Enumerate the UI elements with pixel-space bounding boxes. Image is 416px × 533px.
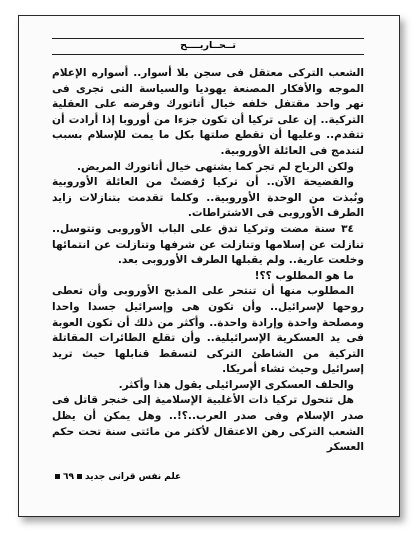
page-footer (52, 470, 364, 484)
paragraph-8: هل تتحول تركيا ذات الأغلبية الإسلامية إلى خنجر قاتل فى صدر الإسلام وفى صدر العرب..؟!.. وهل يمكن أن يظل الشعب التركى رهن الاعتقال لأكثر من مائتى سنة تحت حكم العسكر (52, 394, 364, 454)
paragraph-5: ما هو المطلوب ؟؟! (254, 269, 354, 282)
paragraph-2: ولكن الرياح لم تجر كما يشتهى خيال أتاتورك المريض. (77, 160, 354, 173)
footer-line (52, 470, 181, 484)
header-title: تــحــاريــــح (174, 39, 242, 52)
running-header (52, 38, 364, 56)
paragraph-6: المطلوب منها أن تنتحر على المذبح الأوروبى وأن تعطى روحها لإسرائيل.. وأن تكون هى وإسرائيل جسدا واحدا ومصلحة واحدة وإرادة واحدة.. وأكثر من ذلك أن تكون العوبة فى يد العسكرية الإسرائيلية.. وأن تقلع الطائرات المقاتلة التركية من الشاطئ التركى لتسقط قنابلها حيث تريد إسرائيل وحيث تشاء أمريكا. (52, 285, 364, 376)
footer-square-icon (77, 474, 82, 479)
article-text (52, 66, 364, 456)
page-body (52, 60, 364, 475)
paragraph-7: والحلف العسكرى الإسرائيلى يقول هذا وأكثر. (118, 378, 354, 391)
footer-book-title: علم نفس قرانى جديد (85, 472, 182, 482)
paragraph-4: ٣٤ سنة مضت وتركيا تدق على الباب الأوروبى وتتوسل.. تنازلت عن إسلامها وتنازلت عن شرفها وتنازلت عن انتمائها وخلعت عارية.. ولم يقبلها الطرف الأوروبى بعد. (52, 222, 364, 267)
paragraph-1: الشعب التركى معتقل فى سجن بلا أسوار.. أسواره الإعلام الموجه والأفكار المصنعة يهوديا والسياسة التى تجرى فى نهر واحد مقتفل خلفه خيال أتاتورك وفرضه على العقلية التركية.. إن على تركيا أن تكون جزءا من أوروبا إذا أرادت أن تتقدم.. وعليها أن تقطع صلتها بكل ما يمت للإسلام بسبب لتندمج فى العائلة الأوروبية. (52, 67, 364, 157)
page-number: ٦٩ (63, 472, 74, 482)
footer-square-icon-end (55, 474, 60, 479)
paragraph-3: والفضيحة الآن.. أن تركيا رُفضتْ من العائلة الأوروبية ونُبذت من الوحدة الأوروبية.. وكلما تقدمت بتنازلات زايد الطرف الأوروبى فى الاشتراطات. (52, 176, 364, 220)
